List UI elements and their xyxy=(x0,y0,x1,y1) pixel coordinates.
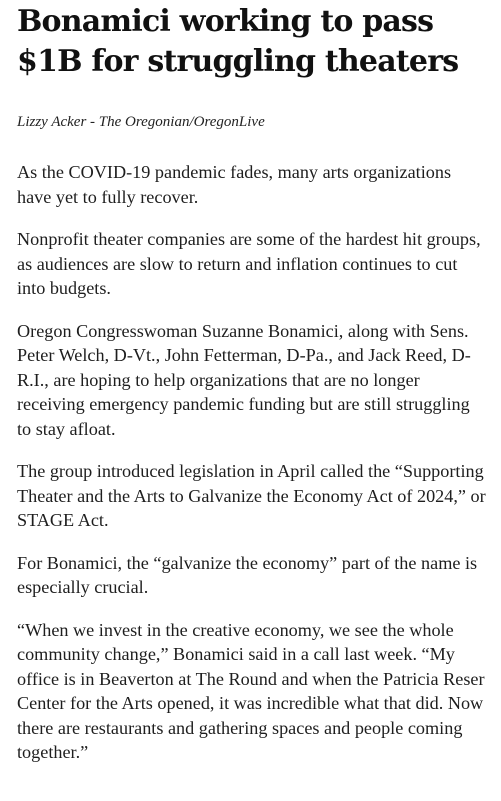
paragraph-1: As the COVID-19 pandemic fades, many arts organizations have yet to fully recover. xyxy=(17,162,452,207)
paragraph-4: The group introduced legislation in April called the “Supporting Theater and the Arts to Galvanize the Economy Act of 2024,” or STAGE Act. xyxy=(17,461,486,530)
byline: Lizzy Acker - The Oregonian/OregonLive xyxy=(17,114,265,130)
headline: Bonamici working to pass $1B for struggling theaters xyxy=(17,4,459,79)
paragraph-5: For Bonamici, the “galvanize the economy” part of the name is especially crucial. xyxy=(17,552,478,597)
paragraph-3: Oregon Congresswoman Suzanne Bonamici, along with Sens. Peter Welch, D-Vt., John Fetterman, D-Pa., and Jack Reed, D-R.I., are hoping to help organizations that are no longer receiving emergency pandemic funding but are still struggling to stay afloat. xyxy=(17,320,471,439)
article-body xyxy=(17,160,487,765)
paragraph-2: Nonprofit theater companies are some of the hardest hit groups, as audiences are slow to return and inflation continues to cut into budgets. xyxy=(17,229,481,298)
paragraph-6: “When we invest in the creative economy, we see the whole community change,” Bonamici said in a call last week. “My office is in Beaverton at The Round and when the Patricia Reser Center for the Arts opened, it was incredible what that did. Now there are restaurants and gathering spaces and people coming together.” xyxy=(17,619,485,762)
